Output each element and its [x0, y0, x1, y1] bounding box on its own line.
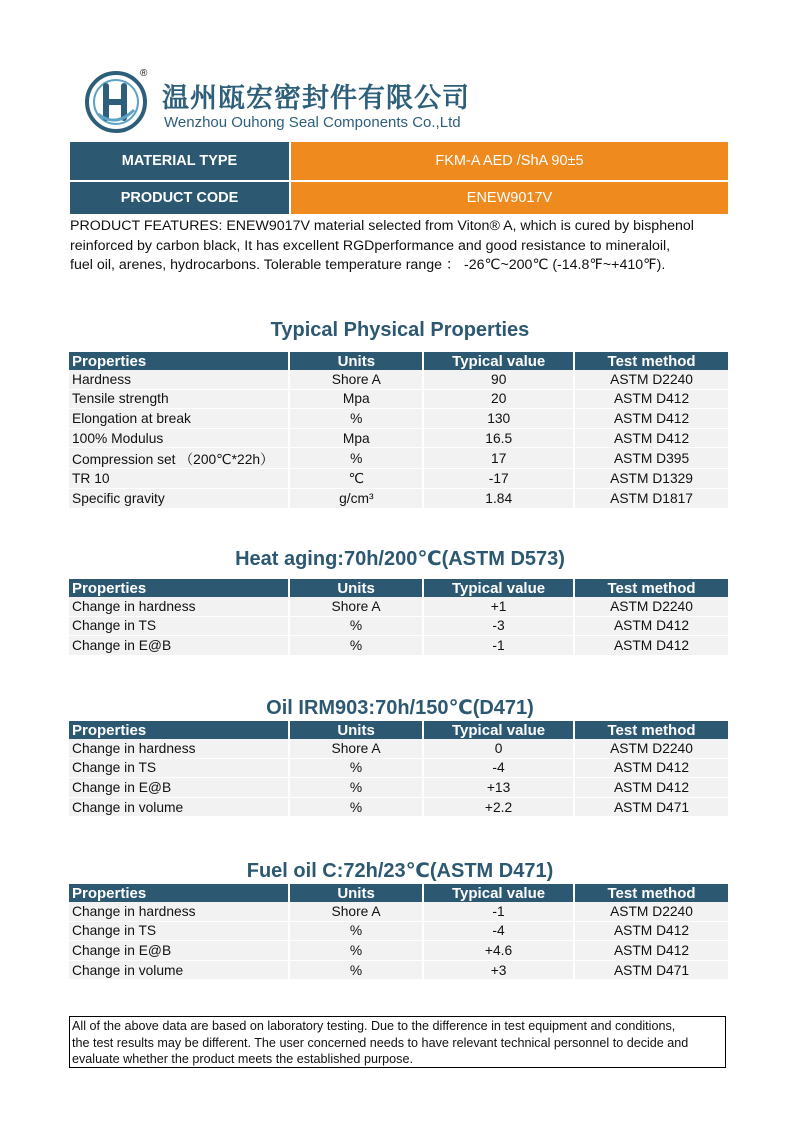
disclaimer-box [69, 1016, 726, 1068]
cell: ASTM D471 [574, 797, 728, 817]
col-header-test-method: Test method [574, 721, 728, 739]
table-row [69, 448, 728, 469]
cell: Change in TS [69, 616, 289, 636]
cell: Change in TS [69, 758, 289, 778]
cell: +2.2 [423, 797, 574, 817]
table-row [69, 960, 728, 980]
cell: % [289, 778, 423, 798]
cell: ASTM D1329 [574, 469, 728, 489]
cell: % [289, 616, 423, 636]
section-title-fuel-oil-c: Fuel oil C:72h/23℃(ASTM D471) [246, 860, 554, 882]
table-header-row [69, 721, 728, 739]
table-row [69, 636, 728, 656]
table-row [69, 758, 728, 778]
cell: ASTM D412 [574, 778, 728, 798]
cell: Shore A [289, 739, 423, 758]
disclaimer-line: evaluate whether the product meets the established purpose. [72, 1052, 413, 1066]
cell: TR 10 [69, 469, 289, 489]
cell: Mpa [289, 428, 423, 448]
heat-aging-table [69, 579, 728, 656]
cell: ℃ [289, 469, 423, 489]
col-header-typical-value: Typical value [423, 352, 574, 370]
material-type-label: MATERIAL TYPE [70, 142, 289, 180]
cell: Change in hardness [69, 739, 289, 758]
cell: ASTM D412 [574, 758, 728, 778]
cell: ASTM D395 [574, 448, 728, 469]
cell: -4 [423, 921, 574, 941]
col-header-units: Units [289, 579, 423, 597]
cell: % [289, 448, 423, 469]
col-header-test-method: Test method [574, 352, 728, 370]
product-features [70, 217, 735, 276]
cell: Change in TS [69, 921, 289, 941]
cell: -3 [423, 616, 574, 636]
table-row [69, 616, 728, 636]
cell: Change in hardness [69, 902, 289, 921]
cell: Hardness [69, 370, 289, 389]
cell: ASTM D412 [574, 941, 728, 961]
cell: ASTM D2240 [574, 902, 728, 921]
cell: 1.84 [423, 488, 574, 508]
fuel-oil-c-table [69, 884, 728, 980]
cell: Change in volume [69, 960, 289, 980]
cell: % [289, 797, 423, 817]
cell: Mpa [289, 389, 423, 409]
cell: +3 [423, 960, 574, 980]
cell: +1 [423, 597, 574, 616]
col-header-properties: Properties [69, 721, 289, 739]
col-header-typical-value: Typical value [423, 721, 574, 739]
cell: 20 [423, 389, 574, 409]
cell: -4 [423, 758, 574, 778]
product-code-label: PRODUCT CODE [70, 182, 289, 214]
table-row [69, 488, 728, 508]
table-row [69, 469, 728, 489]
cell: ASTM D471 [574, 960, 728, 980]
table-row [69, 389, 728, 409]
features-line: PRODUCT FEATURES: ENEW9017V material selected from Viton® A, which is cured by bisphenol [70, 218, 694, 234]
cell: Tensile strength [69, 389, 289, 409]
cell: ASTM D412 [574, 921, 728, 941]
cell: ASTM D2240 [574, 597, 728, 616]
col-header-typical-value: Typical value [423, 579, 574, 597]
col-header-test-method: Test method [574, 579, 728, 597]
cell: 100% Modulus [69, 428, 289, 448]
cell: 130 [423, 409, 574, 429]
cell: 17 [423, 448, 574, 469]
registered-mark: ® [140, 68, 148, 79]
col-header-units: Units [289, 884, 423, 902]
oil-irm903-table [69, 721, 728, 817]
table-row [69, 797, 728, 817]
cell: ASTM D412 [574, 389, 728, 409]
cell: Compression set （200℃*22h） [69, 448, 289, 469]
table-row [69, 370, 728, 389]
cell: -1 [423, 902, 574, 921]
product-code-value: ENEW9017V [291, 182, 728, 214]
cell: Shore A [289, 902, 423, 921]
cell: -17 [423, 469, 574, 489]
company-name-english: Wenzhou Ouhong Seal Components Co.,Ltd [164, 114, 461, 131]
table-header-row [69, 352, 728, 370]
cell: % [289, 636, 423, 656]
features-line: fuel oil, arenes, hydrocarbons. Tolerable temperature range ： -26℃~200℃ (-14.8℉~+410℉). [70, 257, 666, 273]
cell: g/cm³ [289, 488, 423, 508]
cell: ASTM D412 [574, 428, 728, 448]
table-header-row [69, 884, 728, 902]
cell: % [289, 409, 423, 429]
physical-properties-table [69, 352, 728, 509]
col-header-typical-value: Typical value [423, 884, 574, 902]
company-name-chinese: 温州瓯宏密封件有限公司 [162, 83, 470, 114]
col-header-test-method: Test method [574, 884, 728, 902]
cell: -1 [423, 636, 574, 656]
product-code-row [70, 182, 728, 214]
table-row [69, 428, 728, 448]
cell: % [289, 941, 423, 961]
table-row [69, 739, 728, 758]
section-title-heat-aging: Heat aging:70h/200℃(ASTM D573) [235, 548, 565, 570]
col-header-units: Units [289, 352, 423, 370]
section-title-physical: Typical Physical Properties [270, 319, 530, 341]
col-header-properties: Properties [69, 579, 289, 597]
cell: % [289, 921, 423, 941]
table-row [69, 778, 728, 798]
table-row [69, 941, 728, 961]
table-row [69, 409, 728, 429]
cell: Shore A [289, 370, 423, 389]
cell: Elongation at break [69, 409, 289, 429]
disclaimer-line: All of the above data are based on laboratory testing. Due to the difference in test equipment and conditions, [72, 1019, 676, 1033]
cell: +13 [423, 778, 574, 798]
cell: +4.6 [423, 941, 574, 961]
cell: 0 [423, 739, 574, 758]
cell: % [289, 758, 423, 778]
table-header-row [69, 579, 728, 597]
cell: Shore A [289, 597, 423, 616]
cell: Change in E@B [69, 636, 289, 656]
table-row [69, 921, 728, 941]
table-row [69, 902, 728, 921]
cell: % [289, 960, 423, 980]
material-type-value: FKM-A AED /ShA 90±5 [291, 142, 728, 180]
cell: ASTM D412 [574, 636, 728, 656]
cell: ASTM D1817 [574, 488, 728, 508]
disclaimer-line: the test results may be different. The user concerned needs to have relevant technical personnel to decide and [72, 1035, 689, 1050]
col-header-properties: Properties [69, 884, 289, 902]
cell: Change in E@B [69, 941, 289, 961]
features-line: reinforced by carbon black, It has excellent RGDperformance and good resistance to mineraloil, [70, 237, 671, 254]
table-row [69, 597, 728, 616]
cell: Change in E@B [69, 778, 289, 798]
cell: 16.5 [423, 428, 574, 448]
cell: 90 [423, 370, 574, 389]
cell: ASTM D412 [574, 616, 728, 636]
cell: Change in volume [69, 797, 289, 817]
col-header-properties: Properties [69, 352, 289, 370]
cell: ASTM D412 [574, 409, 728, 429]
cell: Specific gravity [69, 488, 289, 508]
company-logo [84, 70, 148, 134]
cell: Change in hardness [69, 597, 289, 616]
cell: ASTM D2240 [574, 739, 728, 758]
material-type-row [70, 142, 728, 180]
col-header-units: Units [289, 721, 423, 739]
cell: ASTM D2240 [574, 370, 728, 389]
section-title-oil-irm903: Oil IRM903:70h/150℃(D471) [266, 697, 534, 719]
